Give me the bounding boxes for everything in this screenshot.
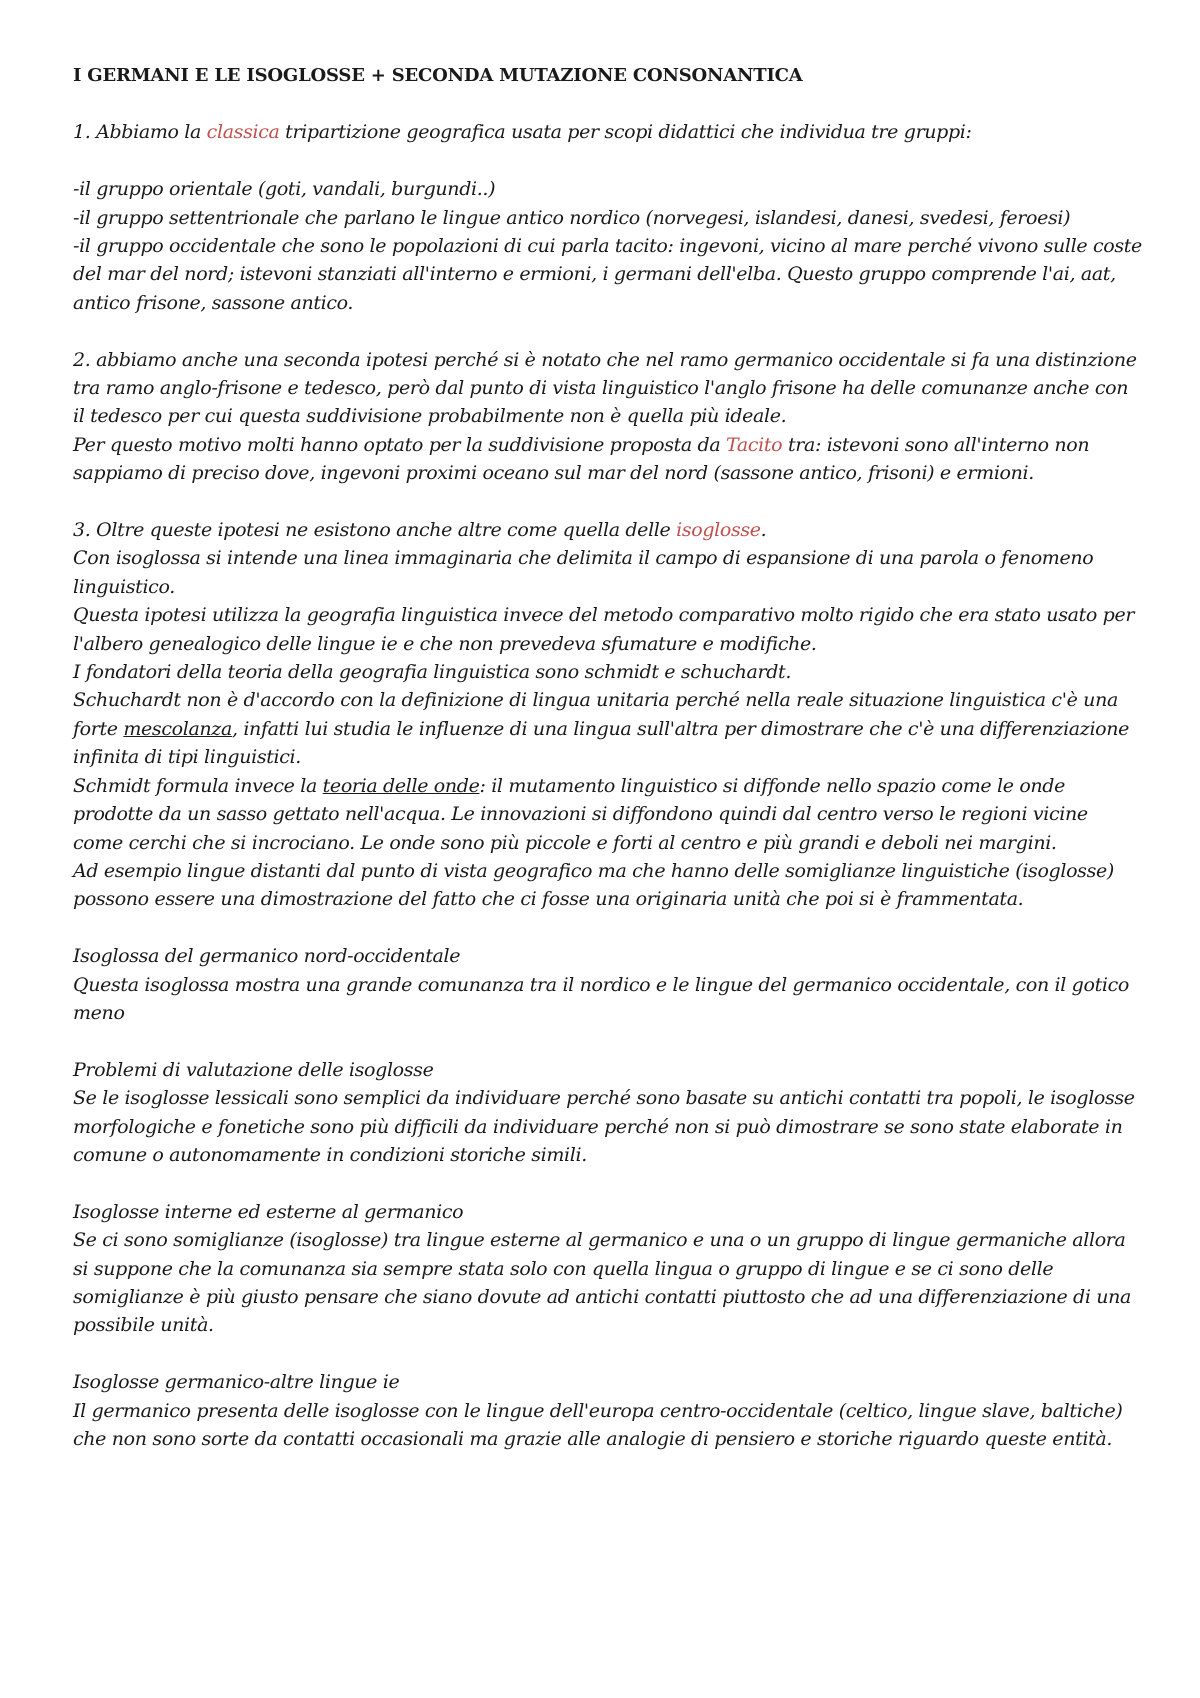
- section3-schuchardt: [73, 686, 1143, 771]
- schmidt-pre: Schmidt formula invece la: [73, 774, 323, 797]
- section3-founders: I fondatori della teoria della geografia linguistica sono schmidt e schuchardt.: [73, 661, 792, 684]
- section3-intro: [73, 516, 1143, 544]
- section2-para2: [73, 431, 1143, 488]
- section3-intro-post: .: [760, 519, 767, 542]
- heading-nord-occidentale: Isoglossa del germanico nord-occidentale: [73, 945, 461, 968]
- section3-example: Ad esempio lingue distanti dal punto di vista geografico ma che hanno delle somiglianze linguistiche (isoglosse) possono essere una dimostrazione del fatto che ci fosse una originaria unità che poi si è frammentata.: [73, 859, 1114, 911]
- schmidt-post: : il mutamento linguistico si diffonde nello spazio come le onde prodotte da un sasso gettato nell'acqua. Le innovazioni si diffondono quindi dal centro verso le regioni vicine come cerchi che si incrociano. Le onde sono più piccole e forti al centro e più grandi e deboli nei margini.: [73, 774, 1088, 854]
- section1-intro-pre: 1. Abbiamo la: [73, 121, 207, 144]
- spacer: [73, 914, 1143, 942]
- section2-para2-pre: Per questo motivo molti hanno optato per la suddivisione proposta da: [73, 433, 727, 456]
- group-settentrionale: -il gruppo settentrionale che parlano le lingue antico nordico (norvegesi, islandesi, danesi, svedesi, feroesi): [73, 206, 1071, 229]
- section3-definition: Con isoglossa si intende una linea immaginaria che delimita il campo di espansione di una parola o fenomeno linguistico.: [73, 547, 1094, 598]
- section2-para2-post: tra: istevoni sono all'interno non sappiamo di preciso dove, ingevoni proximi oceano sul mar del nord (sassone antico, frisoni) e ermioni.: [73, 433, 1090, 485]
- highlight-classica: classica: [206, 121, 280, 144]
- group-occidentale: -il gruppo occidentale che sono le popolazioni di cui parla tacito: ingevoni, vicino al mare perché vivono sulle coste del mar del nord; istevoni stanziati all'interno e ermioni, i germani dell'elba. Questo gruppo comprende l'ai, aat, antico frisone, sassone antico.: [73, 235, 1142, 314]
- heading-interne-esterne: Isoglosse interne ed esterne al germanico: [73, 1200, 464, 1223]
- spacer: [73, 1027, 1143, 1055]
- body-interne-esterne: Se ci sono somiglianze (isoglosse) tra lingue esterne al germanico e una o un gruppo di lingue germaniche allora si suppone che la comunanza sia sempre stata solo con quella lingua o gruppo di lingue e se ci sono delle somiglianze è più giusto pensare che siano dovute ad antichi contatti piuttosto che ad una differenziazione di una possibile unità.: [73, 1229, 1132, 1337]
- body-problemi: Se le isoglosse lessicali sono semplici da individuare perché sono basate su antichi contatti tra popoli, le isoglosse morfologiche e fonetiche sono più difficili da individuare perché non si può dimostrare se sono state elaborate in comune o autonomamente in condizioni storiche simili.: [73, 1087, 1135, 1166]
- body-nord-occidentale: Questa isoglossa mostra una grande comunanza tra il nordico e le lingue del germanico occidentale, con il gotico meno: [73, 973, 1129, 1024]
- section3-method: Questa ipotesi utilizza la geografia linguistica invece del metodo comparativo molto rigido che era stato usato per l'albero genealogico delle lingue ie e che non prevedeva sfumature e modifiche.: [73, 604, 1135, 655]
- heading-problemi: Problemi di valutazione delle isoglosse: [73, 1058, 434, 1081]
- spacer: [73, 317, 1143, 345]
- document-body: [73, 62, 1143, 1453]
- group-orientale: -il gruppo orientale (goti, vandali, burgundi..): [73, 178, 496, 201]
- heading-altre-lingue: Isoglosse germanico-altre lingue ie: [73, 1371, 400, 1394]
- section3-schmidt: [73, 772, 1143, 857]
- schuchardt-pre: Schuchardt non è d'accordo con la definizione di lingua unitaria perché nella reale situazione linguistica c'è una forte: [73, 689, 1118, 740]
- underline-teoria-delle-onde: teoria delle onde: [322, 774, 480, 797]
- highlight-tacito: Tacito: [726, 433, 783, 456]
- document-title: I GERMANI E LE ISOGLOSSE + SECONDA MUTAZIONE CONSONANTICA: [73, 65, 803, 86]
- highlight-isoglosse: isoglosse: [676, 519, 761, 542]
- spacer: [73, 488, 1143, 516]
- underline-mescolanza: mescolanza: [123, 717, 232, 740]
- section1-intro-post: tripartizione geografica usata per scopi didattici che individua tre gruppi:: [279, 121, 972, 144]
- spacer: [73, 1169, 1143, 1197]
- section3-intro-pre: 3. Oltre queste ipotesi ne esistono anche altre come quella delle: [73, 519, 677, 542]
- spacer: [73, 1340, 1143, 1368]
- section2-para1: 2. abbiamo anche una seconda ipotesi perché si è notato che nel ramo germanico occidentale si fa una distinzione tra ramo anglo-frisone e tedesco, però dal punto di vista linguistico l'anglo frisone ha delle comunanze anche con il tedesco per cui questa suddivisione probabilmente non è quella più ideale.: [73, 348, 1137, 428]
- body-altre-lingue: Il germanico presenta delle isoglosse con le lingue dell'europa centro-occidentale (celtico, lingue slave, baltiche) che non sono sorte da contatti occasionali ma grazie alle analogie di pensiero e storiche riguardo queste entità.: [73, 1399, 1123, 1450]
- schuchardt-post: , infatti lui studia le influenze di una lingua sull'altra per dimostrare che c'è una differenziazione infinita di tipi linguistici.: [73, 717, 1130, 769]
- section1-intro: [73, 118, 1143, 146]
- spacer: [73, 147, 1143, 175]
